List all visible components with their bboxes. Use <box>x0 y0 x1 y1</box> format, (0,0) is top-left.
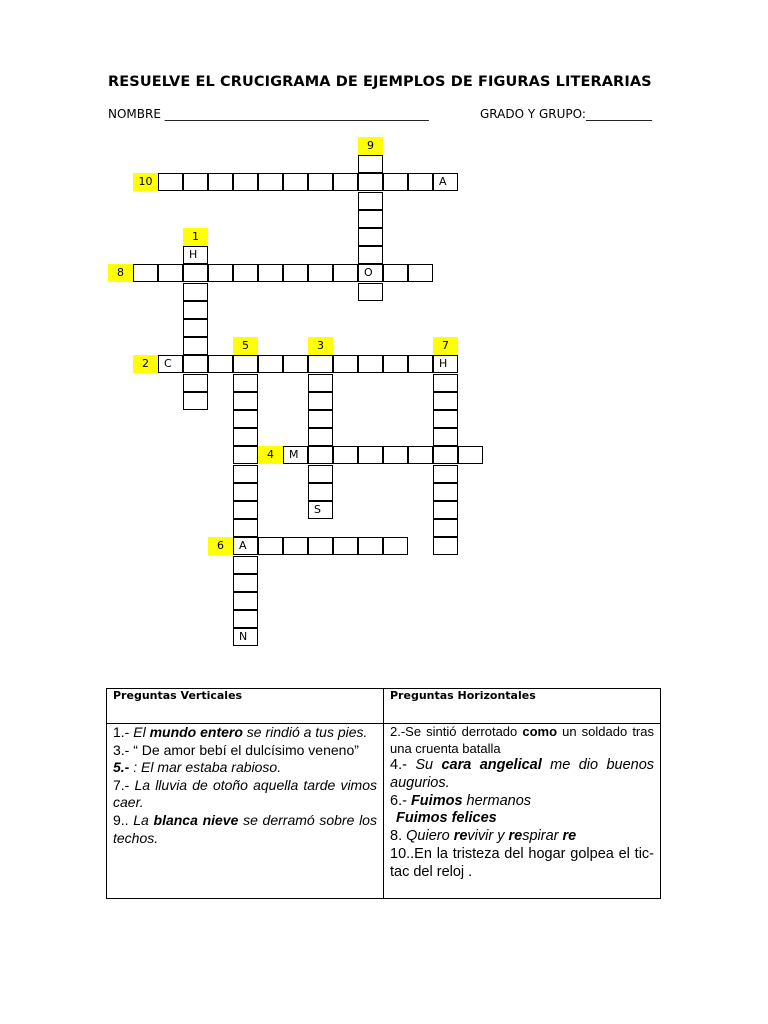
vertical-questions-header: Preguntas Verticales <box>107 689 384 724</box>
given-letter: H <box>183 246 208 264</box>
crossword-cell[interactable] <box>408 173 433 191</box>
crossword-cell[interactable] <box>308 410 333 428</box>
vertical-question-3: 3.- “ De amor bebí el dulcísimo veneno” <box>113 741 359 758</box>
crossword-cell[interactable] <box>233 483 258 501</box>
crossword-cell[interactable] <box>183 355 208 373</box>
crossword-cell[interactable] <box>383 355 408 373</box>
crossword-cell[interactable] <box>308 465 333 483</box>
crossword-cell[interactable] <box>233 519 258 537</box>
crossword-cell[interactable] <box>358 446 383 464</box>
crossword-cell[interactable] <box>233 392 258 410</box>
given-letter: C <box>158 355 183 373</box>
crossword-cell[interactable] <box>308 173 333 191</box>
horizontal-question-6-cont: Fuimos felices <box>396 810 497 827</box>
crossword-cell[interactable] <box>333 173 358 191</box>
crossword-cell[interactable] <box>183 283 208 301</box>
crossword-cell[interactable] <box>358 155 383 173</box>
crossword-cell[interactable] <box>208 173 233 191</box>
crossword-cell[interactable] <box>433 446 458 464</box>
clue-number-10: 10 <box>133 173 158 191</box>
horizontal-questions-header: Preguntas Horizontales <box>384 689 661 724</box>
crossword-cell[interactable] <box>308 374 333 392</box>
crossword-cell[interactable] <box>233 446 258 464</box>
crossword-cell[interactable] <box>433 428 458 446</box>
crossword-cell[interactable] <box>358 537 383 555</box>
horizontal-question-4: 4.- Su cara angelical me dio buenos augurios. <box>390 757 655 791</box>
crossword-cell[interactable] <box>308 483 333 501</box>
crossword-cell[interactable] <box>183 301 208 319</box>
page-title: RESUELVE EL CRUCIGRAMA DE EJEMPLOS DE FIGURAS LITERARIAS <box>108 74 652 90</box>
crossword-cell[interactable] <box>383 537 408 555</box>
crossword-cell[interactable] <box>183 374 208 392</box>
crossword-cell[interactable] <box>233 465 258 483</box>
horizontal-question-8: 8. Quiero revivir y respirar re <box>390 828 577 845</box>
crossword-cell[interactable] <box>433 519 458 537</box>
crossword-cell[interactable] <box>208 264 233 282</box>
crossword-cell[interactable] <box>233 264 258 282</box>
crossword-cell[interactable] <box>358 210 383 228</box>
clue-number-4: 4 <box>258 446 283 464</box>
vertical-questions-list <box>107 724 384 899</box>
crossword-cell[interactable] <box>233 592 258 610</box>
given-letter: N <box>233 628 258 646</box>
crossword-cell[interactable] <box>258 173 283 191</box>
crossword-cell[interactable] <box>408 446 433 464</box>
crossword-cell[interactable] <box>233 173 258 191</box>
grade-group-field-label[interactable]: GRADO Y GRUPO:___________ <box>480 107 652 121</box>
crossword-cell[interactable] <box>233 610 258 628</box>
vertical-question-1: 1.- El mundo entero se rindió a tus pies. <box>113 724 368 740</box>
clue-number-9: 9 <box>358 137 383 155</box>
crossword-cell[interactable] <box>458 446 483 464</box>
questions-table <box>106 688 661 899</box>
given-letter: A <box>233 537 258 555</box>
horizontal-question-2: 2.-Se sintió derrotado como un soldado tras una cruenta batalla <box>390 724 654 756</box>
name-field-label[interactable]: NOMBRE ____________________________________________ <box>108 107 429 121</box>
crossword-cell[interactable] <box>383 173 408 191</box>
crossword-cell[interactable] <box>358 228 383 246</box>
horizontal-questions-list <box>384 724 661 899</box>
crossword-cell[interactable] <box>183 173 208 191</box>
crossword-cell[interactable] <box>433 483 458 501</box>
crossword-cell[interactable] <box>308 392 333 410</box>
crossword-cell[interactable] <box>308 537 333 555</box>
crossword-cell[interactable] <box>158 264 183 282</box>
vertical-question-7: 7.- La lluvia de otoño aquella tarde vimos caer. <box>113 776 377 811</box>
crossword-cell[interactable] <box>308 446 333 464</box>
crossword-cell[interactable] <box>283 537 308 555</box>
crossword-cell[interactable] <box>308 428 333 446</box>
given-letter: S <box>308 501 333 519</box>
clue-number-8: 8 <box>108 264 133 282</box>
crossword-cell[interactable] <box>183 319 208 337</box>
crossword-cell[interactable] <box>133 264 158 282</box>
crossword-cell[interactable] <box>433 392 458 410</box>
crossword-cell[interactable] <box>383 446 408 464</box>
given-letter: A <box>433 173 458 191</box>
vertical-question-5: 5.- : El mar estaba rabioso. <box>113 759 282 776</box>
horizontal-question-6: 6.- Fuimos hermanos <box>390 792 532 809</box>
crossword-cell[interactable] <box>183 337 208 355</box>
crossword-cell[interactable] <box>233 556 258 574</box>
clue-number-5: 5 <box>233 337 258 355</box>
crossword-cell[interactable] <box>158 173 183 191</box>
given-letter: H <box>433 355 458 373</box>
clue-number-2: 2 <box>133 355 158 373</box>
crossword-cell[interactable] <box>308 264 333 282</box>
crossword-cell[interactable] <box>258 355 283 373</box>
clue-number-3: 3 <box>308 337 333 355</box>
crossword-cell[interactable] <box>333 446 358 464</box>
crossword-cell[interactable] <box>233 428 258 446</box>
crossword-cell[interactable] <box>433 465 458 483</box>
crossword-cell[interactable] <box>233 355 258 373</box>
horizontal-question-10: 10..En la tristeza del hogar golpea el tic-tac del reloj . <box>390 845 654 880</box>
crossword-cell[interactable] <box>408 264 433 282</box>
crossword-cell[interactable] <box>433 501 458 519</box>
crossword-cell[interactable] <box>183 264 208 282</box>
crossword-cell[interactable] <box>358 246 383 264</box>
vertical-question-9: 9.. La blanca nieve se derramó sobre los techos. <box>113 811 377 846</box>
crossword-cell[interactable] <box>358 283 383 301</box>
crossword-cell[interactable] <box>258 537 283 555</box>
crossword-cell[interactable] <box>333 537 358 555</box>
crossword-cell[interactable] <box>258 264 283 282</box>
crossword-cell[interactable] <box>283 355 308 373</box>
crossword-cell[interactable] <box>233 574 258 592</box>
crossword-cell[interactable] <box>183 392 208 410</box>
crossword-cell[interactable] <box>233 501 258 519</box>
crossword-cell[interactable] <box>233 410 258 428</box>
crossword-cell[interactable] <box>233 374 258 392</box>
crossword-cell[interactable] <box>358 173 383 191</box>
clue-number-6: 6 <box>208 537 233 555</box>
clue-number-1: 1 <box>183 228 208 246</box>
crossword-cell[interactable] <box>308 355 333 373</box>
crossword-cell[interactable] <box>358 192 383 210</box>
crossword-cell[interactable] <box>283 173 308 191</box>
crossword-cell[interactable] <box>283 264 308 282</box>
crossword-cell[interactable] <box>433 410 458 428</box>
crossword-cell[interactable] <box>333 355 358 373</box>
crossword-cell[interactable] <box>333 264 358 282</box>
given-letter: O <box>358 264 383 282</box>
crossword-cell[interactable] <box>433 537 458 555</box>
given-letter: M <box>283 446 308 464</box>
crossword-cell[interactable] <box>408 355 433 373</box>
crossword-cell[interactable] <box>358 355 383 373</box>
crossword-cell[interactable] <box>383 264 408 282</box>
crossword-cell[interactable] <box>208 355 233 373</box>
crossword-cell[interactable] <box>433 374 458 392</box>
clue-number-7: 7 <box>433 337 458 355</box>
